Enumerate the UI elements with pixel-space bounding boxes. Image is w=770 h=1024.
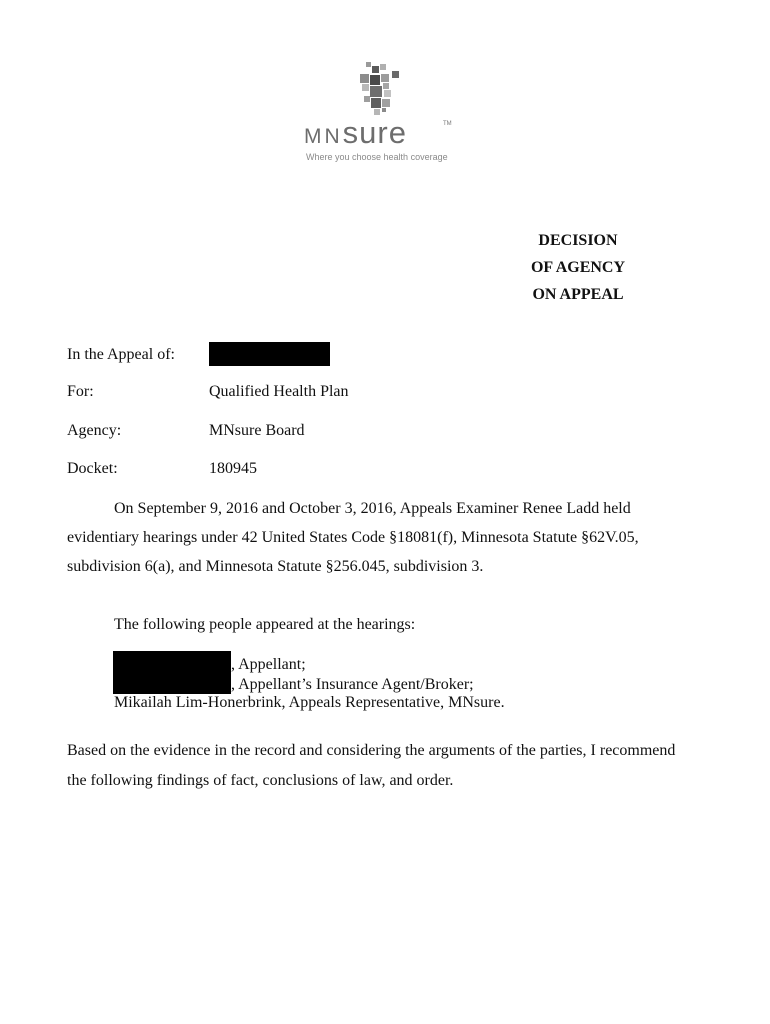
mnsure-logo-mark-icon	[356, 62, 402, 118]
appearance-representative: Mikailah Lim-Honerbrink, Appeals Representative, MNsure.	[114, 694, 505, 711]
mnsure-logo-wordmark	[304, 116, 407, 154]
intro-line-2: evidentiary hearings under 42 United States Code §18081(f), Minnesota Statute §62V.05,	[67, 529, 639, 546]
redacted-agent	[113, 673, 231, 694]
docket-label: Docket:	[67, 460, 118, 477]
title-line-2: OF AGENCY	[530, 259, 626, 276]
logo-brand-suffix: sure	[342, 115, 407, 150]
redacted-appellant	[113, 651, 231, 674]
appearance-agent: , Appellant’s Insurance Agent/Broker;	[231, 676, 474, 693]
appeared-heading: The following people appeared at the hearings:	[114, 616, 416, 633]
appeal-of-label: In the Appeal of:	[67, 346, 175, 363]
for-value: Qualified Health Plan	[209, 383, 349, 400]
closing-line-1: Based on the evidence in the record and considering the arguments of the parties, I recommend	[67, 742, 676, 759]
logo-tagline: Where you choose health coverage	[306, 152, 448, 162]
title-line-1: DECISION	[538, 232, 618, 249]
redacted-appellant-name	[209, 342, 330, 366]
appearance-appellant: , Appellant;	[231, 656, 306, 673]
for-label: For:	[67, 383, 94, 400]
agency-value: MNsure Board	[209, 422, 305, 439]
intro-line-3: subdivision 6(a), and Minnesota Statute §256.045, subdivision 3.	[67, 558, 484, 575]
docket-value: 180945	[209, 460, 257, 477]
agency-label: Agency:	[67, 422, 122, 439]
logo-brand-prefix: MN	[304, 125, 343, 148]
title-line-3: ON APPEAL	[532, 286, 624, 303]
closing-line-2: the following findings of fact, conclusions of law, and order.	[67, 772, 454, 789]
intro-line-1: On September 9, 2016 and October 3, 2016, Appeals Examiner Renee Ladd held	[114, 500, 631, 517]
logo-trademark: TM	[443, 121, 452, 127]
